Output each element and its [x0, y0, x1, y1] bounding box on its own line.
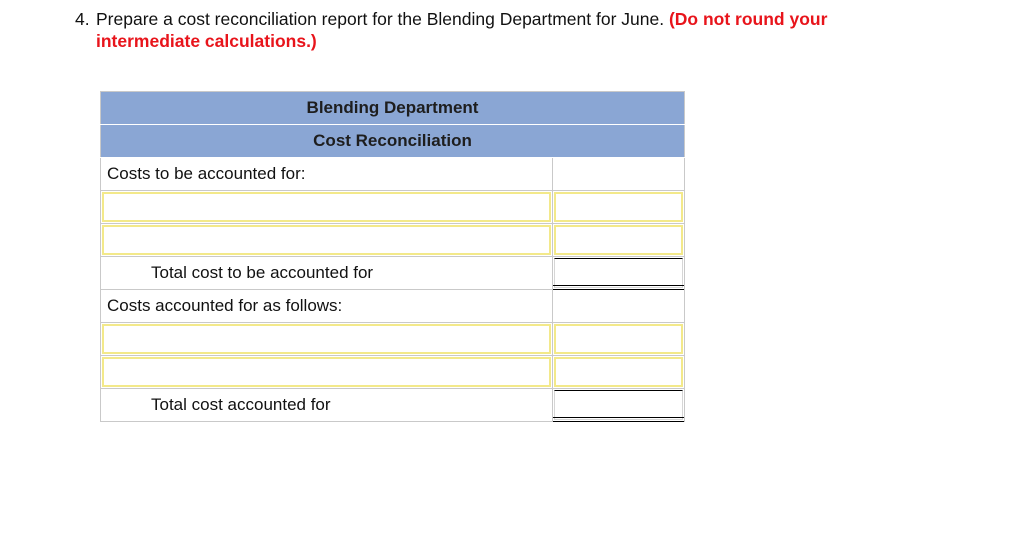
double-underline [553, 417, 684, 422]
question-number: 4. [75, 9, 90, 29]
section-costs-to-account-label: Costs to be accounted for: [101, 158, 553, 191]
section-costs-accounted-row [101, 290, 685, 323]
section-costs-accounted-amount [553, 290, 685, 323]
cost-accounted-amount-input-1[interactable] [554, 324, 683, 354]
total-cost-accounted-row [101, 389, 685, 422]
cost-accounted-label-input-2[interactable] [102, 357, 551, 387]
report-title-row [101, 92, 685, 125]
total-cost-accounted-label: Total cost accounted for [101, 389, 553, 422]
double-underline [553, 285, 684, 290]
total-cost-to-account-label: Total cost to be accounted for [101, 257, 553, 290]
rounding-warning-continued: intermediate calculations.) [96, 31, 317, 51]
table-row [101, 323, 685, 356]
cost-to-account-amount-input-2[interactable] [554, 225, 683, 255]
question-text [75, 8, 975, 52]
question-body: Prepare a cost reconciliation report for the Blending Department for June. [96, 9, 665, 29]
cost-reconciliation-table [100, 91, 685, 422]
report-subtitle-row [101, 125, 685, 158]
cost-accounted-amount-input-2[interactable] [554, 357, 683, 387]
cost-to-account-label-input-2[interactable] [102, 225, 551, 255]
section-costs-accounted-label: Costs accounted for as follows: [101, 290, 553, 323]
cost-to-account-label-input-1[interactable] [102, 192, 551, 222]
cost-accounted-label-input-1[interactable] [102, 324, 551, 354]
report-subtitle: Cost Reconciliation [101, 125, 685, 158]
section-costs-to-account-amount [553, 158, 685, 191]
table-row [101, 191, 685, 224]
total-cost-to-account-row [101, 257, 685, 290]
cost-to-account-amount-input-1[interactable] [554, 192, 683, 222]
total-cost-to-account-input[interactable] [554, 258, 683, 288]
section-costs-to-account-row [101, 158, 685, 191]
table-row [101, 224, 685, 257]
table-row [101, 356, 685, 389]
report-title: Blending Department [101, 92, 685, 125]
total-cost-accounted-input[interactable] [554, 390, 683, 420]
rounding-warning: (Do not round your [668, 9, 828, 29]
